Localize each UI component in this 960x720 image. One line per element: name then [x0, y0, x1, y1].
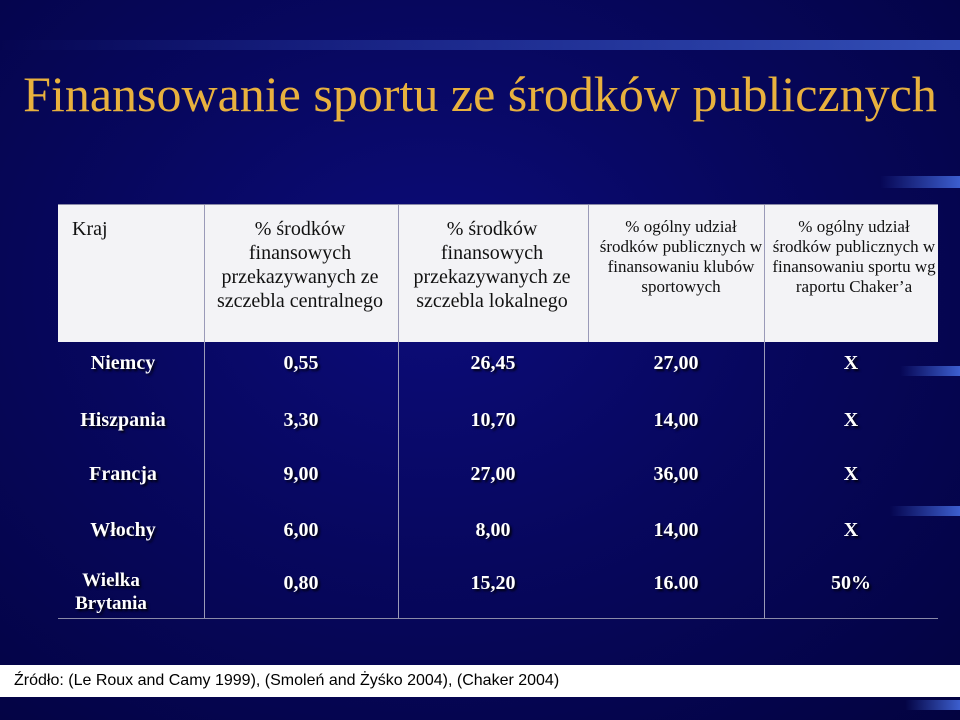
decorative-stripe	[880, 176, 960, 188]
local-cell: 26,45	[470, 352, 516, 374]
table-row	[58, 342, 938, 398]
central-cell: 6,00	[283, 519, 319, 541]
country-cell: Francja	[89, 463, 157, 485]
central-cell: 0,80	[283, 572, 319, 594]
table-header	[58, 205, 938, 342]
chaker-cell: X	[843, 352, 859, 374]
slide-title: Finansowanie sportu ze środków publicznych	[23, 66, 937, 122]
column-divider	[588, 205, 589, 342]
source-note: Źródło: (Le Roux and Camy 1999), (Smoleń and Żyśko 2004), (Chaker 2004)	[0, 665, 960, 697]
central-cell: 0,55	[283, 352, 319, 374]
country-cell: Hiszpania	[80, 409, 166, 431]
table-row	[58, 398, 938, 455]
clubs-cell: 14,00	[653, 409, 699, 431]
chaker-cell: 50%	[831, 572, 871, 594]
table-row	[58, 455, 938, 511]
clubs-cell: 14,00	[653, 519, 699, 541]
central-cell: 9,00	[283, 463, 319, 485]
country-cell: Wielka Brytania	[75, 570, 147, 614]
local-cell: 15,20	[470, 572, 516, 594]
decorative-stripe	[905, 700, 960, 710]
chaker-cell: X	[843, 519, 859, 541]
chaker-cell: X	[843, 463, 859, 485]
clubs-cell: 27,00	[653, 352, 699, 374]
header-clubs: % ogólny udział środków publicznych w finansowaniu klubów sportowych	[599, 217, 763, 296]
header-central: % środków finansowych przekazywanych ze szczebla centralnego	[216, 218, 383, 312]
central-cell: 3,30	[283, 409, 319, 431]
local-cell: 10,70	[470, 409, 516, 431]
local-cell: 8,00	[475, 519, 511, 541]
chaker-cell: X	[843, 409, 859, 431]
data-table	[58, 204, 938, 619]
table-row	[58, 567, 938, 618]
local-cell: 27,00	[470, 463, 516, 485]
country-cell: Włochy	[90, 519, 156, 541]
country-cell: Niemcy	[90, 352, 156, 374]
header-chaker: % ogólny udział środków publicznych w finansowaniu sportu wg raportu Chaker’a	[772, 217, 936, 296]
decorative-stripe	[0, 40, 960, 50]
header-country: Kraj	[72, 218, 108, 240]
clubs-cell: 36,00	[653, 463, 699, 485]
header-local: % środków finansowych przekazywanych ze szczebla lokalnego	[413, 218, 571, 312]
clubs-cell: 16.00	[653, 572, 699, 594]
table-row	[58, 511, 938, 567]
